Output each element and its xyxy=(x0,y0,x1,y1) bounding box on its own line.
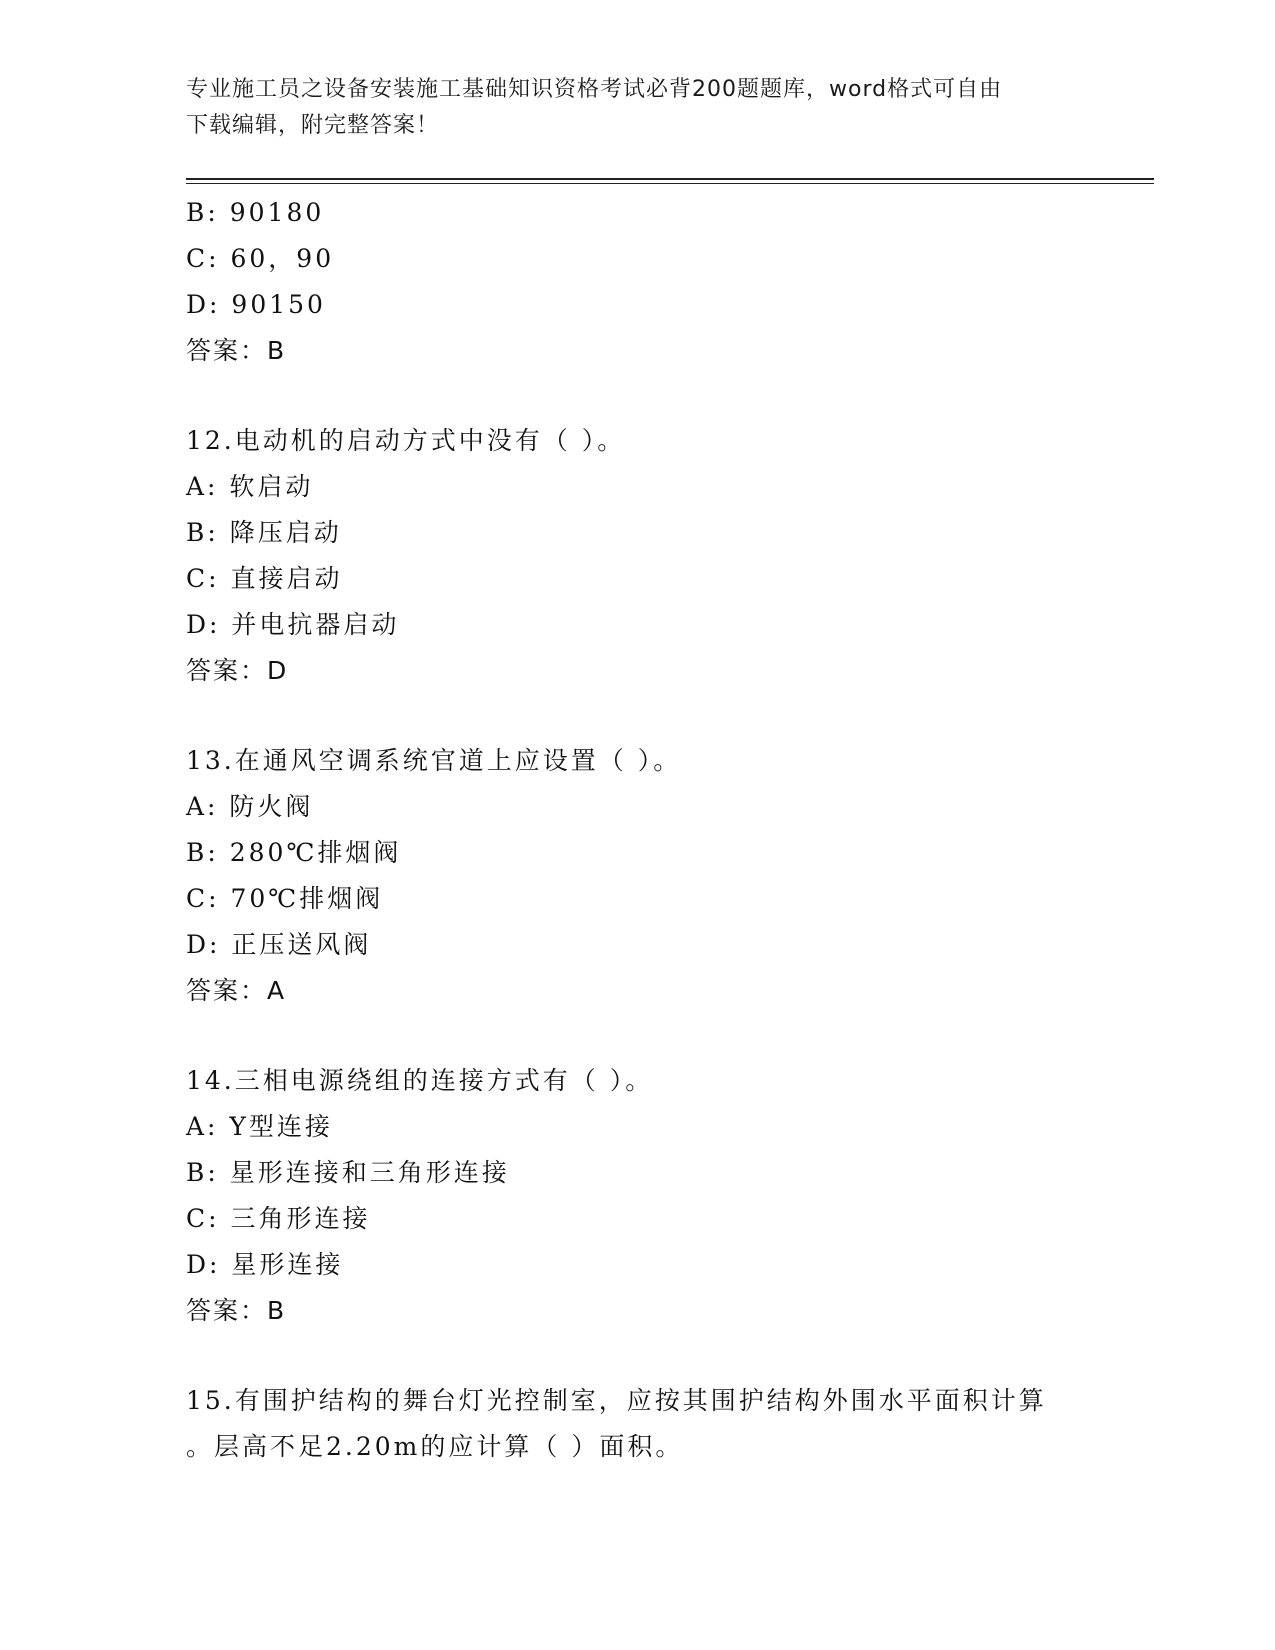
question-15 xyxy=(186,1378,1146,1470)
question-14 xyxy=(186,1058,1146,1334)
question-13 xyxy=(186,738,1146,1014)
question-stem: 12.电动机的启动方式中没有（ ）。 xyxy=(186,426,626,455)
option-b: B: 280℃排烟阀 xyxy=(186,838,402,867)
option-c: C: 60，90 xyxy=(186,244,335,273)
header-line-1: 专业施工员之设备安装施工基础知识资格考试必背200题题库，word格式可自由 xyxy=(186,77,1003,102)
question-list xyxy=(186,190,1146,1470)
header-divider-thin xyxy=(186,183,1154,184)
header-divider-thick xyxy=(186,178,1154,180)
option-c: C: 三角形连接 xyxy=(186,1204,371,1233)
question-stem-line-1: 15.有围护结构的舞台灯光控制室，应按其围护结构外围水平面积计算 xyxy=(186,1386,1047,1415)
header-line-2: 下载编辑，附完整答案！ xyxy=(186,113,440,138)
answer: 答案：D xyxy=(186,656,289,685)
answer: 答案：A xyxy=(186,976,287,1005)
option-d: D: 90150 xyxy=(186,290,326,319)
document-header xyxy=(186,72,1086,144)
option-c: C: 70℃排烟阀 xyxy=(186,884,384,913)
question-stem-line-2: 。层高不足2.20m的应计算（ ）面积。 xyxy=(186,1432,684,1461)
option-a: A: 软启动 xyxy=(186,472,314,501)
question-11 xyxy=(186,190,1146,374)
answer: 答案：B xyxy=(186,1296,287,1325)
option-a: A: Y型连接 xyxy=(186,1112,333,1141)
question-12 xyxy=(186,418,1146,694)
option-b: B: 星形连接和三角形连接 xyxy=(186,1158,510,1187)
option-d: D: 星形连接 xyxy=(186,1250,344,1279)
option-c: C: 直接启动 xyxy=(186,564,343,593)
option-d: D: 正压送风阀 xyxy=(186,930,372,959)
question-stem: 13.在通风空调系统官道上应设置（ ）。 xyxy=(186,746,682,775)
option-a: A: 防火阀 xyxy=(186,792,314,821)
answer: 答案：B xyxy=(186,336,287,365)
option-b: B: 降压启动 xyxy=(186,518,342,547)
question-stem: 14.三相电源绕组的连接方式有（ ）。 xyxy=(186,1066,654,1095)
option-b: B: 90180 xyxy=(186,198,325,227)
option-d: D: 并电抗器启动 xyxy=(186,610,400,639)
